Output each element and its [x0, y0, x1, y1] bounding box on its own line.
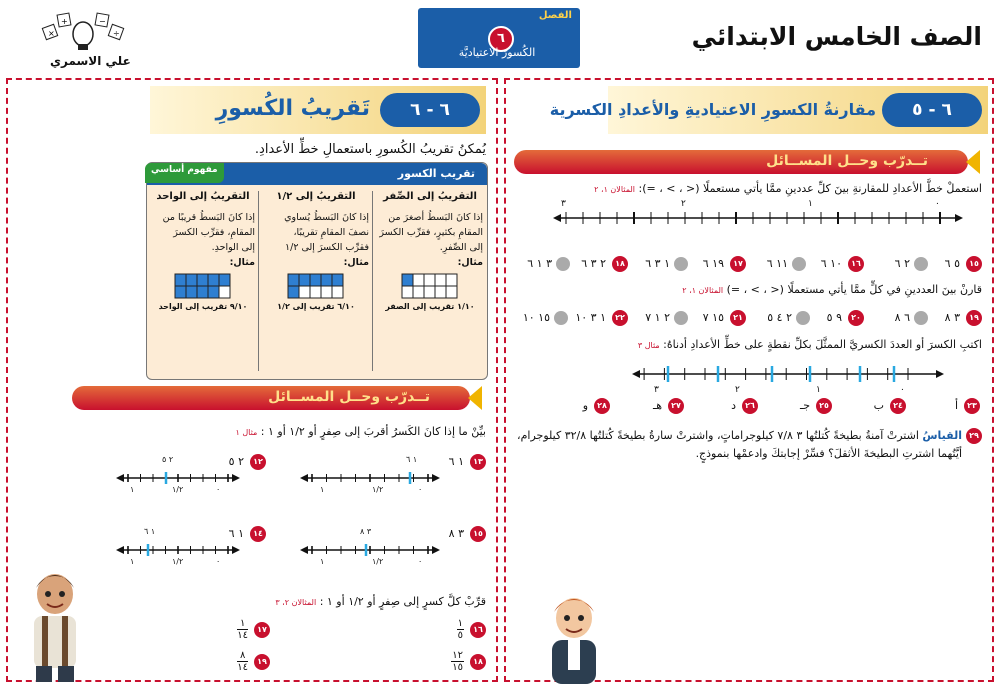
denominator: ١٤ [237, 630, 248, 641]
question-number: ١٩ [254, 654, 270, 670]
line-label-zero: ٠ [418, 485, 423, 494]
col-caption: ٦/١٠ تقريب إلى ١/٢ [277, 302, 355, 311]
left-intro: يُمكنُ تقريبُ الكُسورِ باستعمالِ خطِّ الأعدادِ. [254, 142, 486, 157]
question-number: ٢٢ [612, 310, 628, 326]
answer-circle[interactable] [914, 257, 928, 271]
left-lesson-banner [150, 86, 486, 134]
q-left: ١ ٣ ١٠ [575, 311, 606, 324]
nl1-label-2: ٢ [681, 199, 686, 209]
question-number: ١٧ [730, 256, 746, 272]
chapter-number: ٦ [488, 26, 514, 52]
fraction-cell [332, 274, 343, 286]
q-line [300, 524, 486, 572]
numerator: ١٢ [452, 650, 463, 661]
fraction-cell [208, 286, 219, 298]
fraction-cell [402, 274, 413, 286]
fraction-bar-1-10 [400, 272, 460, 300]
right-lesson-banner [549, 86, 988, 134]
col-example: مثال: [457, 257, 483, 268]
line-label-half: ١/٢ [172, 557, 184, 566]
col-text-2: المقامِ بكثيرٍ، فقرِّب الكسرَ [379, 227, 483, 238]
nl1-label-3: ٣ [561, 199, 566, 209]
q29-line-1: القياسُ اشترتْ آمنةُ بطيخةً كُتلتُها ٣ ٧/٨ كيلوجراماتٍ، واشترتْ سارةُ بطيخةً كُتلتُها ٣٢/٨ كيلوجرام، [517, 429, 962, 442]
answer-circle[interactable] [792, 257, 806, 271]
round-q [430, 650, 486, 674]
question-number: ٢٩ [966, 428, 982, 444]
fraction-cell [435, 286, 446, 298]
fraction-cell [446, 286, 457, 298]
q-right: ٦ ٨ [894, 311, 910, 324]
grade-title: الصف الخامس الابتدائي [691, 22, 982, 51]
concept-box [146, 162, 488, 380]
boy-figure-icon [22, 566, 88, 682]
question-number: ٢٦ [742, 398, 758, 414]
concept-title: تقريب الكسور [397, 167, 475, 180]
fraction-cell [197, 274, 208, 286]
fraction-cell [299, 286, 310, 298]
q-right: ٣ ١ ٦ [527, 257, 552, 270]
col-text-1: إذا كانَ البَسطُ أصغرَ من [388, 212, 483, 223]
number-line-1-labels [553, 200, 963, 214]
round-fraction [457, 618, 464, 641]
col-divider [372, 191, 373, 371]
line-label-half: ١/٢ [372, 485, 384, 494]
q-left: ١٠ ٦ [820, 257, 842, 270]
right-lesson-number: ٦ - ٥ [882, 93, 982, 127]
concept-col-one [151, 191, 255, 377]
boy-figure-icon [538, 592, 610, 684]
concept-col-half [263, 191, 369, 377]
q-left: ٢ ٣ ٦ [581, 257, 606, 270]
question-number: ١٥ [966, 256, 982, 272]
q-right: ٢ ٤ ٥ [767, 311, 792, 324]
fraction-cell [197, 286, 208, 298]
fraction-cell [402, 286, 413, 298]
round-q [430, 618, 486, 642]
q-group-1 [512, 254, 982, 276]
col-example: مثال: [343, 257, 369, 268]
question-number: ٢٣ [964, 398, 980, 414]
question-number: ١٥ [470, 526, 486, 542]
round-q [210, 618, 270, 642]
q-item [872, 254, 982, 274]
line-marker-label: ١ ٦ [406, 455, 418, 464]
denominator: ١٥ [452, 662, 463, 673]
nl2-label-0: ٠ [900, 385, 905, 395]
point-label: و [582, 399, 588, 412]
q-item [636, 308, 746, 328]
q-line [116, 452, 266, 500]
numerator: ١ [237, 618, 248, 630]
line-marker-label: ٢ ٥ [162, 455, 174, 464]
col-text-2: نصفَ المقامِ تقريبًا، [293, 227, 369, 238]
point-label: هـ [652, 399, 662, 412]
round-q [210, 650, 270, 674]
q-right: ١١ ٦ [766, 257, 788, 270]
boy-character-illustration [22, 566, 88, 682]
line-label-one: ١ [320, 485, 325, 494]
denominator: ١٤ [237, 662, 248, 673]
col-text-3: إلى الواحدِ. [211, 242, 255, 253]
fraction-cell [310, 286, 321, 298]
points-row [540, 398, 980, 418]
right-lesson-title: مقارنةُ الكسورِ الاعتياديةِ والأعدادِ الكسرية [549, 100, 876, 119]
line-label-one: ١ [320, 557, 325, 566]
col-text-3: فقرِّب الكسرَ إلى ١/٢ [285, 242, 369, 253]
fraction-cell [413, 286, 424, 298]
col-text-2: المقامِ، فقرِّب الكسرَ [173, 227, 255, 238]
right-section-title: تــدرّب وحــل المســائل [766, 153, 928, 169]
nl2-label-1: ١ [816, 385, 821, 395]
fraction-cell [424, 286, 435, 298]
ref-5: المثالان ٢، ٣ [275, 598, 317, 607]
numerator: ١ [457, 618, 463, 629]
bulb-logo-icon [38, 8, 128, 54]
answer-circle[interactable] [674, 311, 688, 325]
point-label: جـ [799, 399, 810, 412]
svg-text:−: − [99, 17, 106, 26]
left-section-title: تــدرّب وحــل المســائل [268, 389, 430, 405]
col-text-3: إلى الصِّفرِ. [439, 242, 483, 253]
question-number: ١٣ [470, 454, 486, 470]
line-marker-label: ١ ٦ [144, 527, 156, 536]
numerator: ٨ [237, 650, 248, 662]
col-caption: ٩/١٠ تقريب إلى الواحد [158, 302, 248, 311]
question-number: ٢٥ [816, 398, 832, 414]
line-label-half: ١/٢ [172, 485, 184, 494]
question-number: ١٤ [250, 526, 266, 542]
fraction-cell [186, 274, 197, 286]
point-label: أ [954, 399, 958, 412]
question-number: ١٧ [254, 622, 270, 638]
line-label-zero: ٠ [216, 557, 221, 566]
q-left: ١٩ ٦ [702, 257, 724, 270]
question-number: ١٨ [612, 256, 628, 272]
chapter-label: الفصل [538, 10, 572, 21]
fraction-cell [424, 274, 435, 286]
question-number: ١٩ [966, 310, 982, 326]
chapter-badge [418, 8, 580, 68]
nl1-label-0: ٠ [935, 199, 940, 209]
right-instruction-1: استعملْ خطَّ الأعدادِ للمقارنةِ بينَ كلِّ عددينِ ممَّا يأتي مستعملًا (< ، > ، =): المثالان ١، ٢ [594, 182, 982, 195]
q-left: ٥ ٦ [944, 257, 960, 270]
col-text-1: إذا كانَ البَسطُ يُساوي [284, 212, 369, 223]
q-line [300, 452, 486, 500]
left-section-bar [72, 386, 470, 410]
logo-text: علي الاسمري [50, 54, 131, 68]
fraction-cell [208, 274, 219, 286]
q-item [516, 254, 628, 274]
right-instruction-2: قارنْ بينَ العددينِ في كلٍّ ممَّا يأتي مستعملًا (< ، > ، =) المثالان ١، ٢ [682, 283, 982, 296]
fraction-cell [186, 286, 197, 298]
line-fraction: ١ ٦ [448, 455, 464, 468]
fraction-cell [446, 274, 457, 286]
q-right: ٢ ١ ٧ [645, 311, 670, 324]
concept-header [147, 163, 487, 185]
line-label-half: ١/٢ [372, 557, 384, 566]
q29-line-2: أيَّتُهما اشترتِ البطيخةَ الأثقلَ؟ فسِّرْ إجابتكَ وادعمْها بنموذجٍ. [695, 447, 962, 460]
fraction-cell [288, 274, 299, 286]
line-label-zero: ٠ [216, 485, 221, 494]
right-section-bar [514, 150, 968, 174]
fraction-cell [321, 286, 332, 298]
fraction-cell [219, 274, 230, 286]
fraction-cell [175, 286, 186, 298]
logo [38, 8, 128, 54]
left-lesson-title: تَقريبُ الكُسورِ [215, 96, 370, 121]
answer-circle[interactable] [556, 257, 570, 271]
col-title: التقريبُ إلى الصِّفر [383, 191, 477, 202]
nl2-label-2: ٢ [735, 385, 740, 395]
line-label-one: ١ [130, 485, 135, 494]
col-divider [258, 191, 259, 371]
question-number: ١٦ [470, 622, 486, 638]
ref-2: المثالان ١، ٢ [682, 286, 724, 295]
fraction-cell [310, 274, 321, 286]
question-number: ٢٨ [594, 398, 610, 414]
fraction-cell [435, 274, 446, 286]
number-line-2-labels [632, 384, 944, 396]
round-fraction [237, 650, 248, 673]
fraction-cell [288, 286, 299, 298]
q-group-2 [512, 308, 982, 330]
question-number: ٢٤ [890, 398, 906, 414]
svg-text:+: + [61, 17, 68, 26]
q-left: ٣ ٨ [944, 311, 960, 324]
q29-lead: القياسُ [922, 429, 962, 442]
q-item [754, 308, 864, 328]
answer-circle[interactable] [796, 311, 810, 325]
point-label: د [731, 399, 736, 412]
concept-col-zero [377, 191, 483, 377]
nl1-label-1: ١ [808, 199, 813, 209]
left-instruction-2: قرِّبْ كلَّ كسرٍ إلى صِفرٍ أو ١/٢ أو ١ : المثالان ٢، ٣ [275, 595, 486, 608]
fraction-cell [413, 274, 424, 286]
question-number: ٢١ [730, 310, 746, 326]
denominator: ٥ [457, 630, 463, 641]
left-instruction-1: بيِّنْ ما إذا كانَ الكَسرُ أقربَ إلى صِفرٍ أو ١/٢ أو ١ : مثال ١ [235, 425, 486, 438]
q-left: ١٥ ٧ [702, 311, 724, 324]
q-right: ٢ ٦ [894, 257, 910, 270]
question-number: ٢٠ [848, 310, 864, 326]
col-caption: ١/١٠ تقريب إلى الصفر [385, 302, 475, 311]
q-item [516, 308, 628, 328]
left-lesson-number: ٦ - ٦ [380, 93, 480, 127]
boy-character-illustration [538, 592, 610, 684]
ref-3: مثال ٣ [637, 341, 660, 350]
col-title: التقريبُ إلى الواحد [156, 191, 250, 202]
right-section-arrow-icon [966, 150, 980, 174]
line-label-zero: ٠ [418, 557, 423, 566]
ref-1: المثالان ١، ٢ [594, 185, 636, 194]
fraction-bar-9-10 [173, 272, 233, 300]
question-number: ١٢ [250, 454, 266, 470]
nl2-label-3: ٣ [654, 385, 659, 395]
line-fraction: ٣ ٨ [448, 527, 464, 540]
fraction-cell [219, 286, 230, 298]
fraction-cell [321, 274, 332, 286]
svg-text:÷: ÷ [113, 29, 120, 38]
answer-circle[interactable] [914, 311, 928, 325]
fraction-cell [175, 274, 186, 286]
fraction-bar-6-10 [286, 272, 346, 300]
svg-text:×: × [48, 29, 55, 38]
q-line [116, 524, 266, 572]
q-item [636, 254, 746, 274]
q-right: ١ ٣ ٦ [645, 257, 670, 270]
q-right: ١٥ ١٠ [522, 311, 550, 324]
question-number: ٢٧ [668, 398, 684, 414]
col-text-1: إذا كانَ البَسطُ قريبًا من [162, 212, 255, 223]
answer-circle[interactable] [674, 257, 688, 271]
col-title: التقريبُ إلى ١/٢ [276, 191, 356, 202]
line-marker-label: ٣ ٨ [360, 527, 372, 536]
question-number: ١٨ [470, 654, 486, 670]
right-instruction-3: اكتبِ الكسرَ أو العددَ الكسريَّ الممثَّلَ بكلِّ نقطةٍ على خطِّ الأعدادِ أدناهُ: مثال ٣ [637, 338, 982, 351]
fraction-cell [332, 286, 343, 298]
q-left: ٩ ٥ [826, 311, 842, 324]
concept-tag: مفهوم أساسي [145, 163, 224, 183]
left-section-arrow-icon [468, 386, 482, 410]
fraction-cell [299, 274, 310, 286]
answer-circle[interactable] [554, 311, 568, 325]
ref-4: مثال ١ [235, 428, 258, 437]
q-item [872, 308, 982, 328]
point-label: ب [873, 399, 884, 412]
line-label-one: ١ [130, 557, 135, 566]
question-number: ١٦ [848, 256, 864, 272]
chapter-name: الكُسورُ الاعتياديَّة [458, 46, 536, 59]
round-fraction [451, 650, 464, 673]
line-fraction: ١ ٦ [228, 527, 244, 540]
q-item [754, 254, 864, 274]
line-fraction: ٢ ٥ [228, 455, 244, 468]
col-example: مثال: [229, 257, 255, 268]
round-fraction [237, 618, 248, 641]
